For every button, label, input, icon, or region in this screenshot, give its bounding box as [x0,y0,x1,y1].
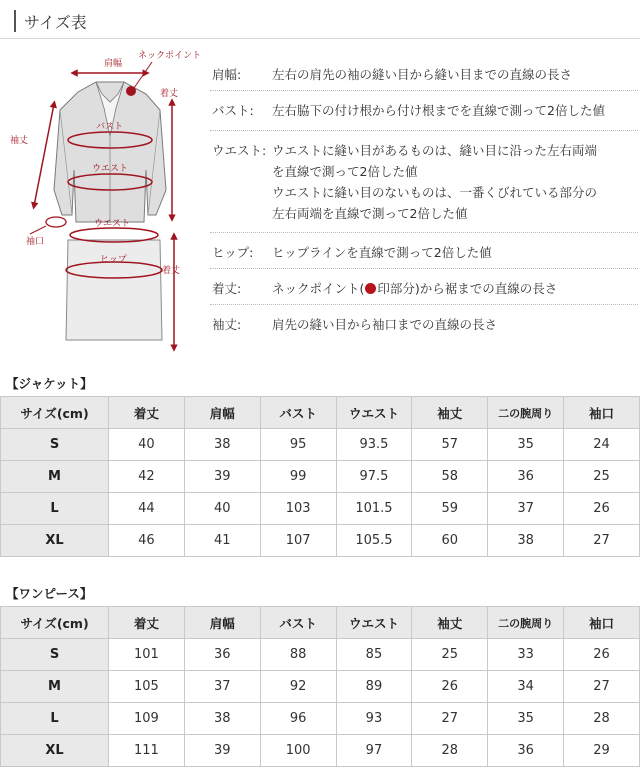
table-cell: 35 [488,429,564,461]
col-header: 肩幅 [184,397,260,429]
def-desc [272,278,638,299]
def-term: ヒップ: [212,245,254,260]
table-cell: 39 [184,461,260,493]
def-desc-post: 印部分)から裾までの直線の長さ [377,281,558,296]
label-length-dress: 着丈 [162,266,181,276]
table-cell: 28 [412,735,488,767]
label-cuff: 袖口 [26,237,45,247]
col-header: 二の腕周り [488,607,564,639]
jacket-size-table [0,396,640,557]
size-label: M [1,461,109,493]
col-header: 着丈 [109,607,185,639]
label-neck-point: ネックポイント [138,51,202,61]
table-row [1,703,640,735]
col-header: ウエスト [336,397,412,429]
table-cell: 103 [260,493,336,525]
table-cell: 88 [260,639,336,671]
col-header: 肩幅 [184,607,260,639]
table-cell: 40 [109,429,185,461]
table-cell: 29 [564,735,640,767]
table-cell: 60 [412,525,488,557]
table-cell: 40 [184,493,260,525]
col-header: サイズ(cm) [1,607,109,639]
onepiece-size-table [0,606,640,767]
table-cell: 28 [564,703,640,735]
header-bar [14,10,16,32]
col-header: バスト [260,607,336,639]
table-row [1,461,640,493]
table-cell: 36 [488,461,564,493]
table-cell: 59 [412,493,488,525]
def-term: 袖丈: [212,317,242,332]
def-desc-line: を直線で測って2倍した値 [272,164,418,179]
def-row-length [210,269,638,305]
table-header-row [1,607,640,639]
table-cell: 109 [109,703,185,735]
def-desc: 肩先の縫い目から袖口までの直線の長さ [272,317,498,332]
table-cell: 97.5 [336,461,412,493]
table-cell: 58 [412,461,488,493]
def-desc: 左右の肩先の袖の縫い目から縫い目までの直線の長さ [272,67,573,82]
col-header: 袖口 [564,607,640,639]
table-cell: 93.5 [336,429,412,461]
label-length: 着丈 [160,89,179,99]
def-term: バスト: [212,103,254,118]
table-cell: 37 [184,671,260,703]
label-waist: ウエスト [92,164,129,174]
size-label: L [1,703,109,735]
col-header: ウエスト [336,607,412,639]
size-label: XL [1,525,109,557]
table-cell: 107 [260,525,336,557]
table-cell: 27 [564,671,640,703]
jacket-section-title: 【ジャケット】 [6,376,93,391]
size-label: XL [1,735,109,767]
table-cell: 38 [488,525,564,557]
col-header: 袖丈 [412,397,488,429]
def-desc-line: ウエストに縫い目のないものは、一番くびれている部分の [272,185,598,200]
def-desc-line: ウエストに縫い目があるものは、縫い目に沿った左右両端 [272,143,598,158]
table-row [1,671,640,703]
table-cell: 37 [488,493,564,525]
table-cell: 26 [412,671,488,703]
size-label: S [1,639,109,671]
col-header: サイズ(cm) [1,397,109,429]
table-cell: 35 [488,703,564,735]
table-cell: 42 [109,461,185,493]
size-label: M [1,671,109,703]
table-cell: 38 [184,429,260,461]
def-term: 着丈: [212,281,242,296]
table-cell: 39 [184,735,260,767]
size-label: L [1,493,109,525]
def-row-hip [210,233,638,269]
table-cell: 33 [488,639,564,671]
label-sleeve: 袖丈 [10,136,29,146]
size-label: S [1,429,109,461]
table-row [1,525,640,557]
def-desc-line: 左右両端を直線で測って2倍した値 [272,206,468,221]
table-row [1,429,640,461]
table-cell: 105.5 [336,525,412,557]
table-cell: 101.5 [336,493,412,525]
table-cell: 26 [564,493,640,525]
def-desc-pre: ネックポイント( [272,281,365,296]
col-header: 着丈 [109,397,185,429]
def-row-shoulder [210,55,638,91]
table-row [1,735,640,767]
table-cell: 24 [564,429,640,461]
table-cell: 27 [412,703,488,735]
table-cell: 93 [336,703,412,735]
col-header: 袖丈 [412,607,488,639]
col-header: バスト [260,397,336,429]
table-row [1,493,640,525]
label-waist-dress: ウエスト [94,219,131,229]
table-cell: 25 [412,639,488,671]
col-header: 袖口 [564,397,640,429]
col-header: 二の腕周り [488,397,564,429]
table-cell: 92 [260,671,336,703]
def-row-waist [210,131,638,233]
onepiece-section-title: 【ワンピース】 [6,586,93,601]
table-cell: 101 [109,639,185,671]
table-cell: 89 [336,671,412,703]
table-cell: 97 [336,735,412,767]
def-row-bust [210,91,638,131]
def-desc [272,140,638,224]
measurement-illustration [0,40,210,360]
table-cell: 38 [184,703,260,735]
def-row-sleeve [210,305,638,341]
table-cell: 34 [488,671,564,703]
table-cell: 99 [260,461,336,493]
table-cell: 36 [184,639,260,671]
table-cell: 85 [336,639,412,671]
page-header [14,8,87,34]
table-cell: 96 [260,703,336,735]
table-cell: 36 [488,735,564,767]
def-term: ウエスト: [212,143,267,158]
table-cell: 44 [109,493,185,525]
table-cell: 100 [260,735,336,767]
table-cell: 105 [109,671,185,703]
label-hip: ヒップ [100,255,127,265]
table-cell: 25 [564,461,640,493]
header-divider [0,38,640,39]
table-cell: 57 [412,429,488,461]
table-cell: 46 [109,525,185,557]
def-desc: 左右脇下の付け根から付け根までを直線で測って2倍した値 [272,103,605,118]
def-term: 肩幅: [212,67,242,82]
table-cell: 26 [564,639,640,671]
label-bust: バスト [96,122,124,132]
table-cell: 95 [260,429,336,461]
table-cell: 41 [184,525,260,557]
def-desc: ヒップラインを直線で測って2倍した値 [272,245,492,260]
table-cell: 111 [109,735,185,767]
page-title: サイズ表 [24,12,87,32]
red-dot-icon [365,283,376,294]
table-cell: 27 [564,525,640,557]
table-row [1,639,640,671]
label-shoulder: 肩幅 [104,59,123,69]
table-header-row [1,397,640,429]
